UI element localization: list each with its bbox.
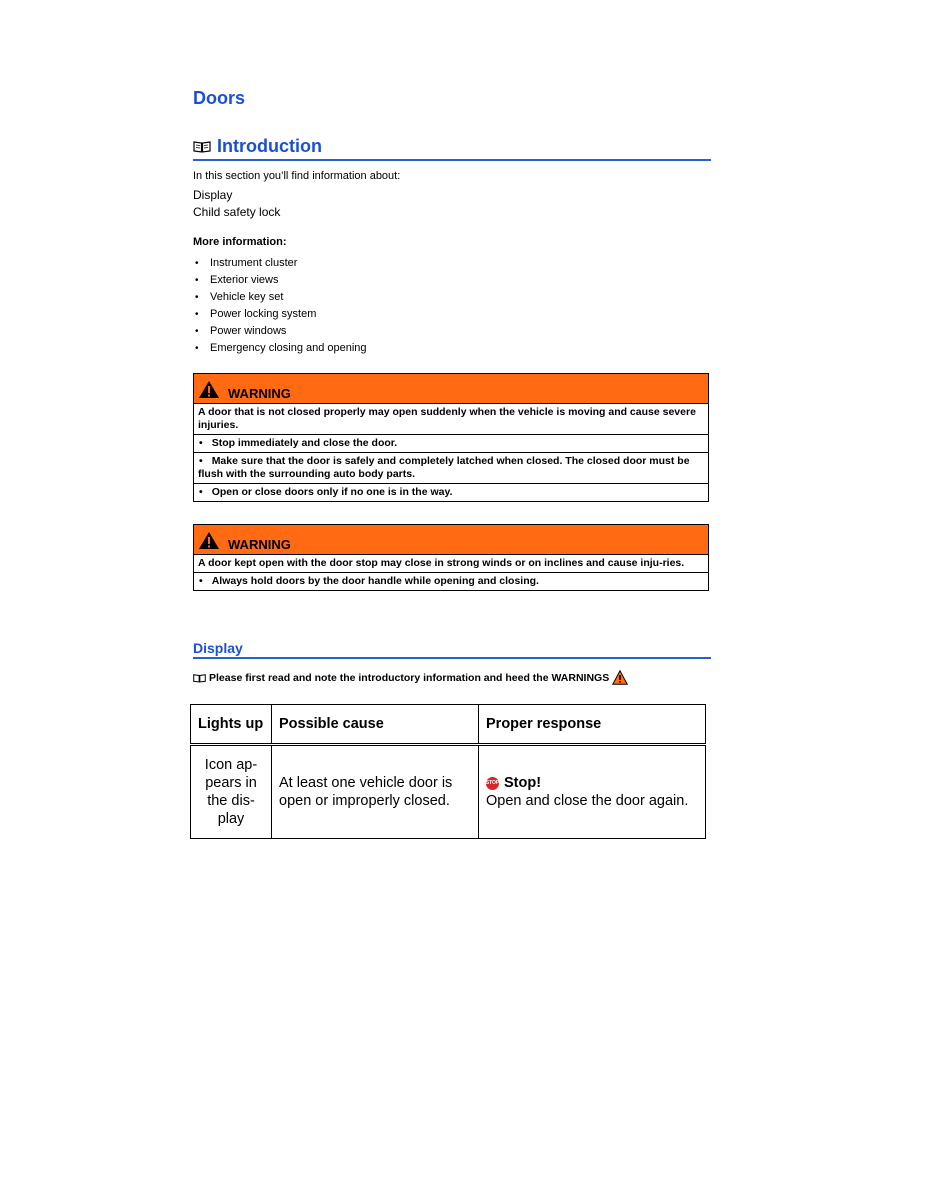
list-item: • Emergency closing and opening [193,340,367,357]
warning-label: WARNING [228,537,291,552]
stop-label: Stop! [504,775,542,791]
warning-bullet [194,484,708,501]
warning-header [194,374,708,404]
introduction-heading-label: Introduction [217,136,322,156]
topic-child-safety-lock: Child safety lock [193,205,281,219]
list-item: • Exterior views [193,272,367,289]
introduction-heading [193,136,711,161]
list-item: • Power windows [193,323,367,340]
list-item: • Instrument cluster [193,255,367,272]
warning-box-2 [193,524,709,591]
stop-line [486,774,698,792]
list-item: • Vehicle key set [193,289,367,306]
display-heading: Display [193,640,711,659]
warning-bullet-text: Open or close doors only if no one is in the way. [211,486,453,498]
stop-sign-icon: STOP [486,777,499,790]
table-header-row [191,705,706,745]
warning-bullet-text: Always hold doors by the door handle while opening and closing. [211,575,539,587]
warning-bullet [194,453,708,484]
response-text: Open and close the door again. [486,793,689,809]
column-header-proper-response: Proper response [479,705,706,745]
book-icon [193,140,211,153]
cell-lights-up: Icon ap-pears in the dis-play [191,745,272,839]
intro-text: In this section you’ll find information about: [193,170,401,182]
page-title: Doors [193,88,246,108]
book-icon [193,673,206,683]
read-note-text: Please first read and note the introductory information and heed the WARNINGS [209,671,610,684]
cell-proper-response [479,745,706,839]
column-header-lights-up: Lights up [191,705,272,745]
warning-triangle-icon [198,380,220,399]
warning-bullet [194,573,708,590]
warning-bullet-text: Make sure that the door is safely and completely latched when closed. The closed door must be flush with the surrounding auto body parts. [198,455,690,480]
topic-display: Display [193,188,233,202]
warning-text: A door that is not closed properly may open suddenly when the vehicle is moving and cause severe injuries. [194,404,708,435]
more-info-label: More information: [193,236,287,248]
warning-bullet [194,435,708,453]
warning-bullet-text: Stop immediately and close the door. [211,437,398,449]
warning-triangle-icon [198,531,220,550]
warning-box-1 [193,373,709,502]
column-header-possible-cause: Possible cause [272,705,479,745]
table-row [191,745,706,839]
cell-possible-cause: At least one vehicle door is open or improperly closed. [272,745,479,839]
more-info-list [193,255,367,357]
warning-header [194,525,708,555]
warning-label: WARNING [228,386,291,401]
list-item: • Power locking system [193,306,367,323]
read-note [193,670,628,685]
display-table [190,704,706,839]
warning-triangle-icon [612,670,628,685]
warning-text: A door kept open with the door stop may close in strong winds or on inclines and cause inju-ries. [194,555,708,573]
